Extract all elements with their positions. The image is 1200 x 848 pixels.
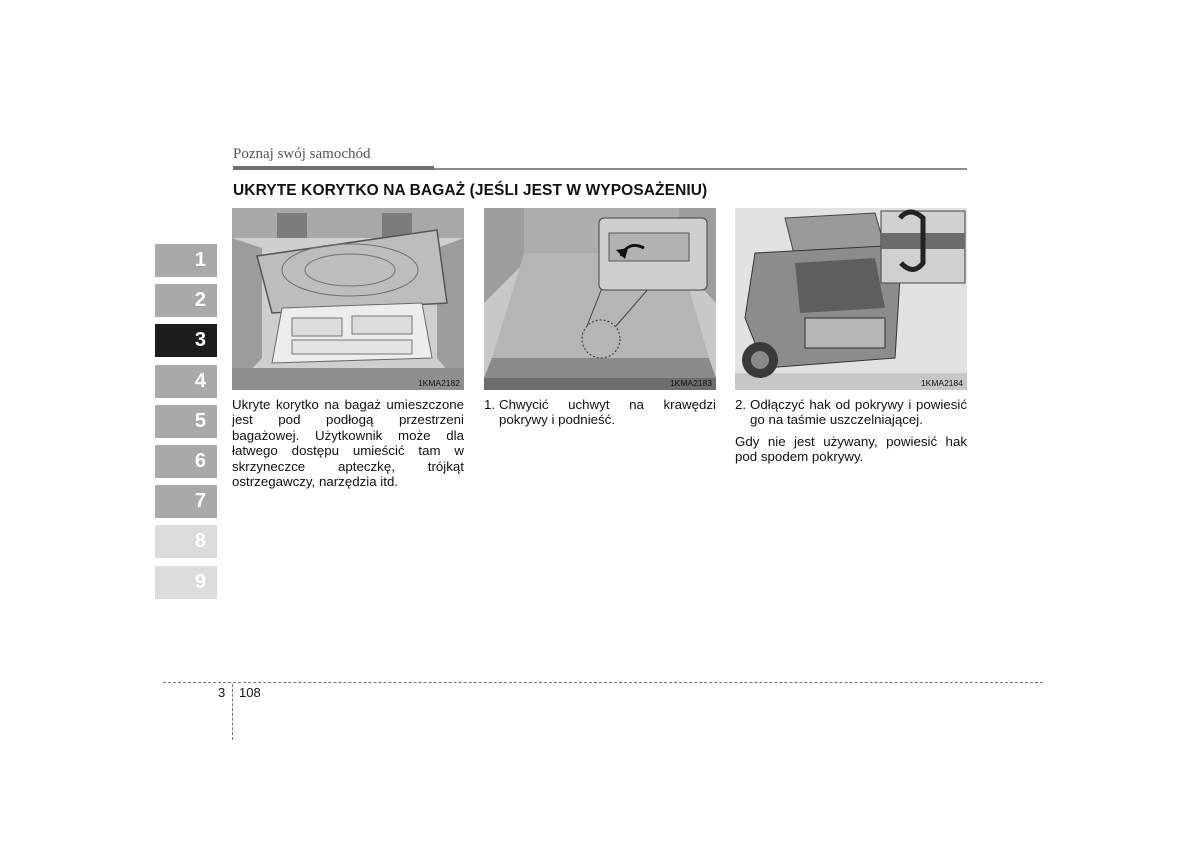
step-text: Chwycić uchwyt na krawędzi pokrywy i podnieść. bbox=[499, 397, 716, 428]
step-2 bbox=[735, 397, 967, 428]
paragraph: Ukryte korytko na bagaż umieszczone jest pod podłogą przestrzeni bagażowej. Użytkownik może dla łatwego dostępu umieścić tam w skrzyneczce apteczkę, trójkąt ostrzegawczy, narzędzia itd. bbox=[232, 397, 464, 490]
step-text: Odłączyć hak od pokrywy i powiesić go na taśmie uszczelniającej. bbox=[750, 397, 967, 428]
chapter-tab-9[interactable]: 9 bbox=[155, 566, 217, 599]
chapter-tab-5[interactable]: 5 bbox=[155, 405, 217, 438]
rear-car-illustration bbox=[735, 208, 967, 390]
chapter-tab-6[interactable]: 6 bbox=[155, 445, 217, 478]
header-rule bbox=[434, 168, 967, 170]
column-3-text bbox=[735, 397, 967, 465]
column-2-text bbox=[484, 397, 716, 428]
column-1 bbox=[232, 208, 464, 489]
header-bar bbox=[233, 166, 434, 170]
chapter-tab-1[interactable]: 1 bbox=[155, 244, 217, 277]
chapter-tab-8[interactable]: 8 bbox=[155, 525, 217, 558]
footer-rule bbox=[163, 682, 1043, 683]
column-2 bbox=[484, 208, 716, 428]
footer-page-number: 108 bbox=[239, 685, 261, 700]
column-1-text bbox=[232, 397, 464, 489]
step-1 bbox=[484, 397, 716, 428]
chapter-tab-2[interactable]: 2 bbox=[155, 284, 217, 317]
footer-chapter-number: 3 bbox=[218, 685, 226, 700]
chapter-tab-7[interactable]: 7 bbox=[155, 485, 217, 518]
figure-code: 1KMA2183 bbox=[669, 378, 712, 388]
luggage-tray-illustration bbox=[232, 208, 464, 390]
chapter-tab-3[interactable]: 3 bbox=[155, 324, 217, 357]
column-3 bbox=[735, 208, 967, 465]
step-number: 2. bbox=[735, 397, 747, 412]
running-title: Poznaj swój samochód bbox=[233, 146, 371, 162]
chapter-tab-4[interactable]: 4 bbox=[155, 365, 217, 398]
section-title: UKRYTE KORYTKO NA BAGAŻ (JEŚLI JEST W WYPOSAŻENIU) bbox=[233, 182, 708, 199]
note-paragraph: Gdy nie jest używany, powiesić hak pod spodem pokrywy. bbox=[735, 433, 967, 465]
figure-luggage-tray-open bbox=[232, 208, 464, 390]
figure-grab-handle bbox=[484, 208, 716, 390]
footer-divider bbox=[232, 684, 233, 740]
cargo-floor-illustration bbox=[484, 208, 716, 390]
figure-code: 1KMA2182 bbox=[417, 378, 460, 388]
step-number: 1. bbox=[484, 397, 496, 412]
figure-hook bbox=[735, 208, 967, 390]
chapter-tabs bbox=[155, 244, 217, 606]
figure-code: 1KMA2184 bbox=[920, 378, 963, 388]
